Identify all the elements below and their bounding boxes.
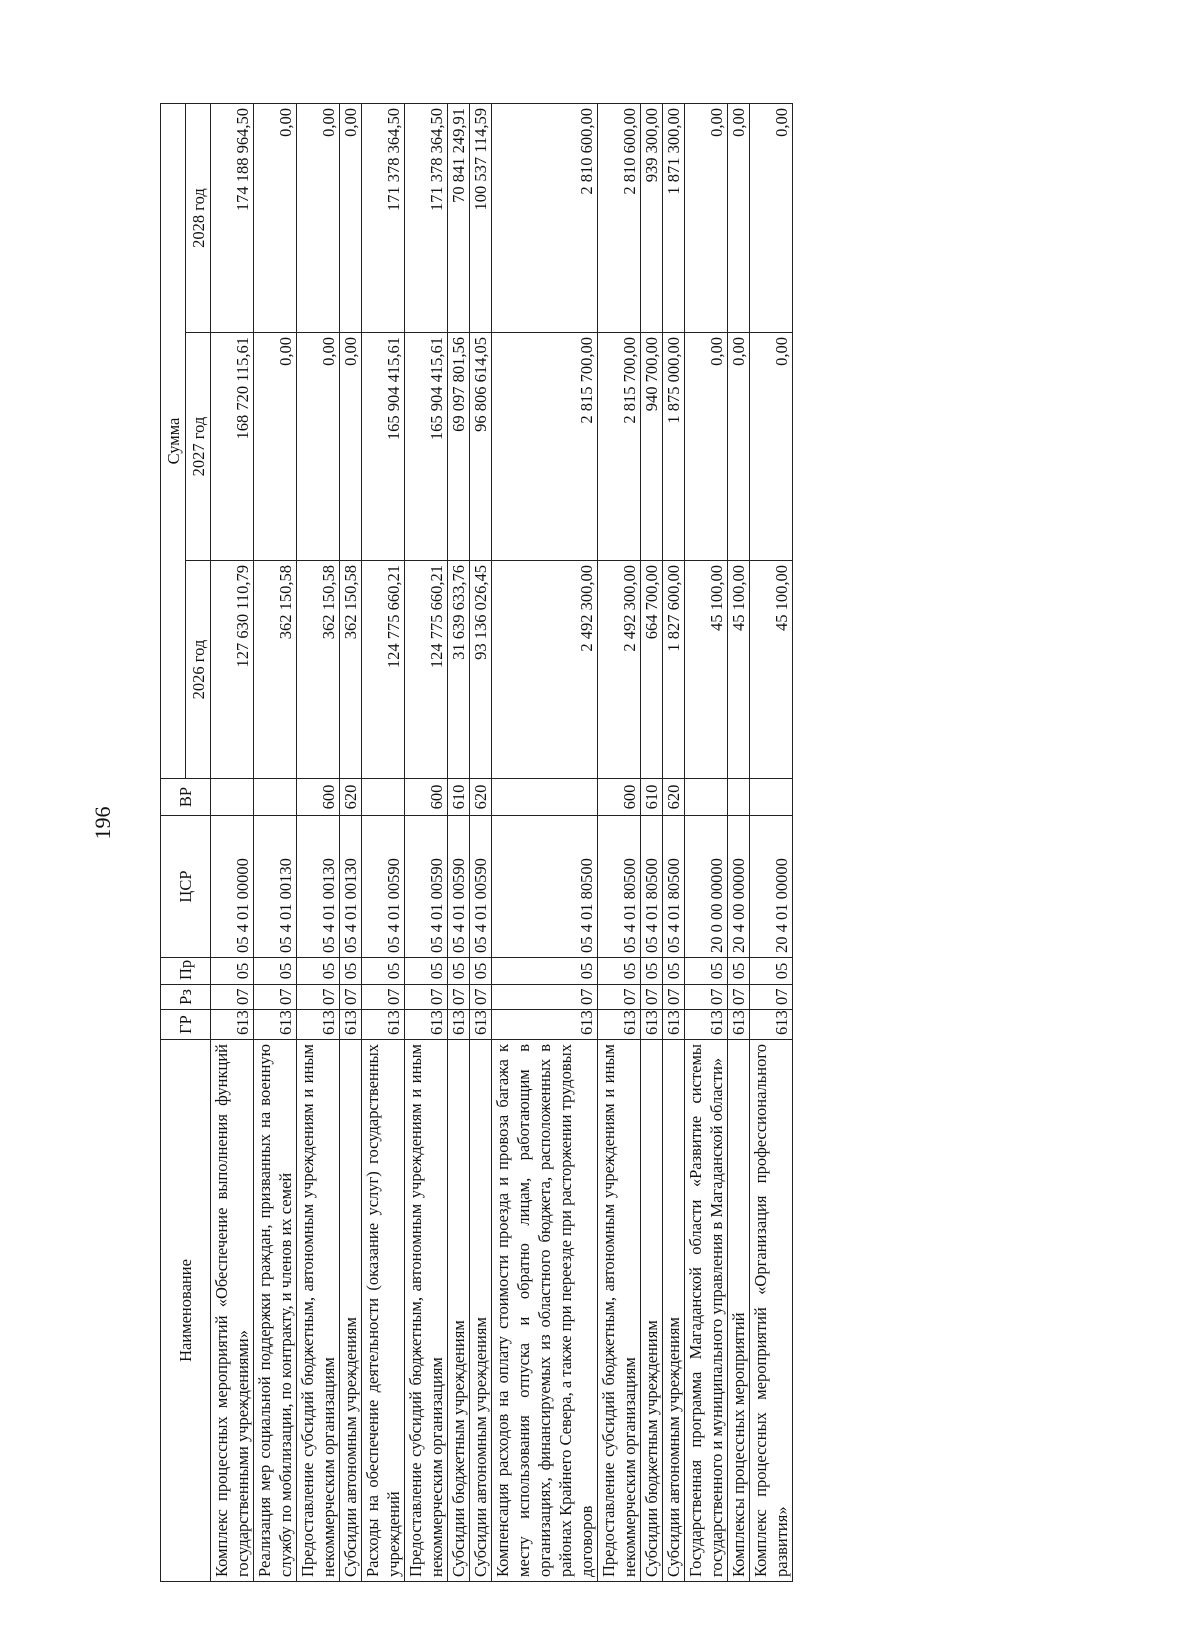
header-pr: Пр (161, 958, 211, 985)
cell-csr: 20 4 01 00000 (750, 816, 793, 958)
cell-y2027: 2 815 700,00 (492, 333, 598, 561)
header-vr: ВР (161, 779, 211, 816)
cell-y2026: 362 150,58 (254, 561, 297, 779)
cell-csr: 05 4 01 00130 (340, 816, 362, 958)
cell-rz: 07 (448, 985, 470, 1010)
cell-csr: 05 4 01 00590 (362, 816, 405, 958)
cell-y2027: 0,00 (750, 333, 793, 561)
cell-y2026: 124 775 660,21 (362, 561, 405, 779)
cell-y2026: 31 639 633,76 (448, 561, 470, 779)
cell-rz: 07 (598, 985, 641, 1010)
cell-y2028: 2 810 600,00 (492, 104, 598, 333)
cell-gr: 613 (685, 1010, 728, 1040)
cell-y2028: 0,00 (254, 104, 297, 333)
cell-pr: 05 (297, 958, 340, 985)
cell-vr (362, 779, 405, 816)
table-row (470, 104, 492, 1582)
table-row (663, 104, 685, 1582)
cell-vr (728, 779, 750, 816)
cell-y2026: 664 700,00 (641, 561, 663, 779)
cell-y2028: 174 188 964,50 (211, 104, 254, 333)
cell-gr: 613 (211, 1010, 254, 1040)
cell-vr: 600 (405, 779, 448, 816)
table-row (297, 104, 340, 1582)
header-2026: 2026 год (186, 561, 211, 779)
cell-vr (254, 779, 297, 816)
cell-rz: 07 (254, 985, 297, 1010)
cell-y2027: 0,00 (297, 333, 340, 561)
cell-gr: 613 (340, 1010, 362, 1040)
header-gr: ГР (161, 1010, 211, 1040)
cell-pr: 05 (405, 958, 448, 985)
cell-vr: 600 (297, 779, 340, 816)
cell-name: Предоставление субсидий бюджетным, автономным учреждениям и иным некоммерческим организациям (405, 1040, 448, 1582)
cell-csr: 05 4 01 00590 (405, 816, 448, 958)
table-row (340, 104, 362, 1582)
cell-csr: 05 4 01 00000 (211, 816, 254, 958)
cell-y2028: 939 300,00 (641, 104, 663, 333)
cell-gr: 613 (405, 1010, 448, 1040)
cell-pr: 05 (685, 958, 728, 985)
cell-csr: 05 4 01 80500 (641, 816, 663, 958)
cell-name: Государственная программа Магаданской области «Развитие системы государственного и муниципального управления в Магаданской области» (685, 1040, 728, 1582)
cell-y2028: 2 810 600,00 (598, 104, 641, 333)
cell-y2026: 93 136 026,45 (470, 561, 492, 779)
cell-y2027: 168 720 115,61 (211, 333, 254, 561)
cell-y2027: 1 875 000,00 (663, 333, 685, 561)
cell-gr: 613 (663, 1010, 685, 1040)
cell-name: Комплекс процессных мероприятий «Обеспечение выполнения функций государственными учреждениями» (211, 1040, 254, 1582)
cell-csr: 05 4 01 00590 (470, 816, 492, 958)
header-2028: 2028 год (186, 104, 211, 333)
cell-gr: 613 (254, 1010, 297, 1040)
header-csr: ЦСР (161, 816, 211, 958)
cell-pr: 05 (728, 958, 750, 985)
cell-gr: 613 (448, 1010, 470, 1040)
cell-y2026: 2 492 300,00 (492, 561, 598, 779)
cell-vr (750, 779, 793, 816)
table-row (405, 104, 448, 1582)
table-row (598, 104, 641, 1582)
cell-gr: 613 (492, 1010, 598, 1040)
cell-y2026: 2 492 300,00 (598, 561, 641, 779)
cell-y2027: 940 700,00 (641, 333, 663, 561)
cell-y2027: 96 806 614,05 (470, 333, 492, 561)
table-row (685, 104, 728, 1582)
cell-rz: 07 (750, 985, 793, 1010)
cell-pr: 05 (254, 958, 297, 985)
cell-csr: 05 4 01 80500 (492, 816, 598, 958)
cell-csr: 05 4 01 00130 (297, 816, 340, 958)
cell-gr: 613 (598, 1010, 641, 1040)
cell-vr (685, 779, 728, 816)
cell-gr: 613 (470, 1010, 492, 1040)
cell-y2028: 0,00 (297, 104, 340, 333)
cell-y2028: 100 537 114,59 (470, 104, 492, 333)
budget-table (160, 103, 793, 1582)
cell-pr: 05 (663, 958, 685, 985)
cell-name: Субсидии бюджетным учреждениям (641, 1040, 663, 1582)
cell-y2027: 69 097 801,56 (448, 333, 470, 561)
cell-vr: 620 (663, 779, 685, 816)
table-row (362, 104, 405, 1582)
cell-name: Расходы на обеспечение деятельности (оказание услуг) государственных учреждений (362, 1040, 405, 1582)
cell-name: Предоставление субсидий бюджетным, автономным учреждениям и иным некоммерческим организациям (297, 1040, 340, 1582)
table-row (254, 104, 297, 1582)
table-header (161, 104, 211, 1582)
cell-y2028: 0,00 (685, 104, 728, 333)
cell-y2028: 0,00 (340, 104, 362, 333)
cell-gr: 613 (750, 1010, 793, 1040)
cell-y2027: 165 904 415,61 (405, 333, 448, 561)
table-row (492, 104, 598, 1582)
cell-gr: 613 (728, 1010, 750, 1040)
cell-rz: 07 (362, 985, 405, 1010)
cell-rz: 07 (470, 985, 492, 1010)
table-row (750, 104, 793, 1582)
cell-pr: 05 (211, 958, 254, 985)
cell-name: Компенсация расходов на оплату стоимости проезда и провоза багажа к месту использования отпуска и обратно лицам, работающим в организациях, финансируемых из областного бюджета, расположенных в районах Крайнего Севера, а также при переезде при расторжении трудовых договоров (492, 1040, 598, 1582)
cell-y2027: 0,00 (254, 333, 297, 561)
table-body (211, 104, 793, 1582)
cell-rz: 07 (685, 985, 728, 1010)
cell-vr: 620 (340, 779, 362, 816)
table-row (448, 104, 470, 1582)
cell-vr: 610 (448, 779, 470, 816)
page-number: 196 (90, 806, 115, 840)
cell-y2027: 2 815 700,00 (598, 333, 641, 561)
cell-y2028: 171 378 364,50 (405, 104, 448, 333)
cell-name: Субсидии бюджетным учреждениям (448, 1040, 470, 1582)
cell-pr: 05 (448, 958, 470, 985)
cell-rz: 07 (728, 985, 750, 1010)
cell-rz: 07 (641, 985, 663, 1010)
table-row (211, 104, 254, 1582)
cell-y2028: 0,00 (750, 104, 793, 333)
cell-y2027: 0,00 (728, 333, 750, 561)
cell-pr: 05 (470, 958, 492, 985)
table-row (728, 104, 750, 1582)
cell-y2026: 127 630 110,79 (211, 561, 254, 779)
header-rz: Рз (161, 985, 211, 1010)
cell-name: Комплексы процессных мероприятий (728, 1040, 750, 1582)
cell-vr: 610 (641, 779, 663, 816)
cell-rz: 07 (340, 985, 362, 1010)
cell-y2026: 362 150,58 (297, 561, 340, 779)
header-2027: 2027 год (186, 333, 211, 561)
cell-y2026: 124 775 660,21 (405, 561, 448, 779)
cell-pr: 05 (492, 958, 598, 985)
cell-y2028: 0,00 (728, 104, 750, 333)
cell-rz: 07 (492, 985, 598, 1010)
cell-csr: 05 4 01 80500 (663, 816, 685, 958)
header-sum: Сумма (161, 104, 186, 779)
cell-y2027: 165 904 415,61 (362, 333, 405, 561)
cell-name: Реализация мер социальной поддержки граждан, призванных на военную службу по мобилизации, по контракту, и членов их семей (254, 1040, 297, 1582)
cell-vr (492, 779, 598, 816)
cell-name: Субсидии автономным учреждениям (470, 1040, 492, 1582)
cell-pr: 05 (362, 958, 405, 985)
cell-pr: 05 (750, 958, 793, 985)
cell-y2027: 0,00 (685, 333, 728, 561)
cell-y2026: 45 100,00 (685, 561, 728, 779)
cell-csr: 05 4 01 00130 (254, 816, 297, 958)
cell-rz: 07 (297, 985, 340, 1010)
cell-csr: 20 0 00 00000 (685, 816, 728, 958)
rotated-table-container (160, 104, 1048, 1582)
cell-y2026: 45 100,00 (750, 561, 793, 779)
cell-pr: 05 (641, 958, 663, 985)
cell-name: Предоставление субсидий бюджетным, автономным учреждениям и иным некоммерческим организациям (598, 1040, 641, 1582)
cell-vr (211, 779, 254, 816)
cell-gr: 613 (362, 1010, 405, 1040)
cell-rz: 07 (211, 985, 254, 1010)
cell-pr: 05 (340, 958, 362, 985)
cell-vr: 620 (470, 779, 492, 816)
cell-y2026: 1 827 600,00 (663, 561, 685, 779)
cell-vr: 600 (598, 779, 641, 816)
cell-y2026: 362 150,58 (340, 561, 362, 779)
header-name: Наименование (161, 1040, 211, 1582)
cell-y2026: 45 100,00 (728, 561, 750, 779)
cell-csr: 05 4 01 00590 (448, 816, 470, 958)
cell-csr: 20 4 00 00000 (728, 816, 750, 958)
cell-y2027: 0,00 (340, 333, 362, 561)
table-row (641, 104, 663, 1582)
cell-rz: 07 (663, 985, 685, 1010)
cell-csr: 05 4 01 80500 (598, 816, 641, 958)
cell-gr: 613 (297, 1010, 340, 1040)
cell-name: Субсидии автономным учреждениям (340, 1040, 362, 1582)
cell-y2028: 1 871 300,00 (663, 104, 685, 333)
cell-name: Субсидии автономным учреждениям (663, 1040, 685, 1582)
cell-rz: 07 (405, 985, 448, 1010)
cell-gr: 613 (641, 1010, 663, 1040)
cell-pr: 05 (598, 958, 641, 985)
cell-y2028: 70 841 249,91 (448, 104, 470, 333)
cell-name: Комплекс процессных мероприятий «Организация профессионального развития» (750, 1040, 793, 1582)
cell-y2028: 171 378 364,50 (362, 104, 405, 333)
